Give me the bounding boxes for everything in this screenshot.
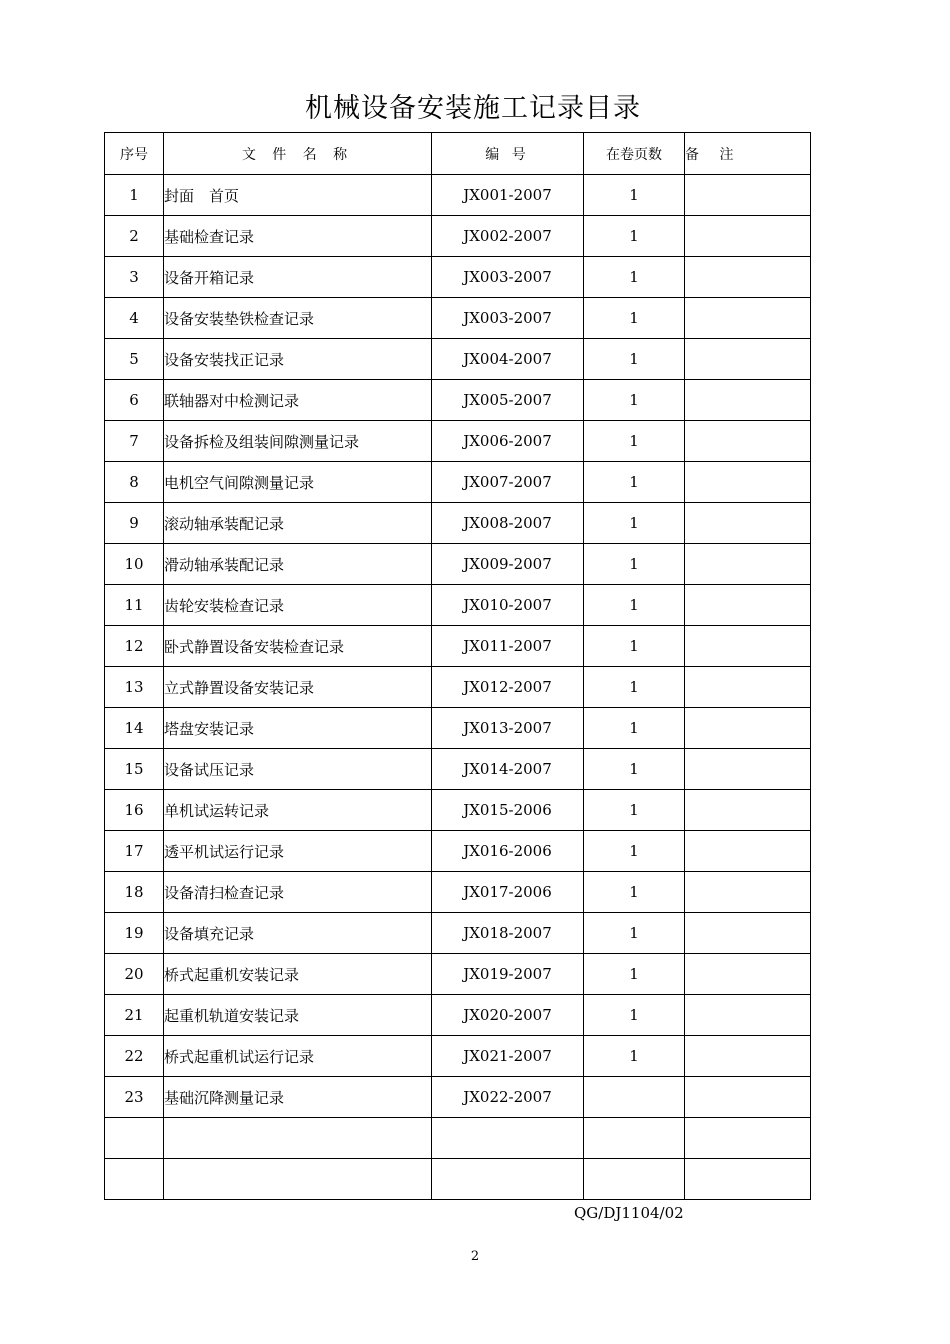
- cell-name: 设备安装垫铁检查记录: [164, 298, 432, 339]
- table-row: [105, 749, 811, 790]
- cell-remark: [685, 462, 811, 503]
- cell-no: 19: [105, 913, 164, 954]
- cell-name: 齿轮安装检查记录: [164, 585, 432, 626]
- cell-remark: [685, 749, 811, 790]
- cell-pages: 1: [584, 298, 685, 339]
- table-row: [105, 790, 811, 831]
- cell-name: 起重机轨道安装记录: [164, 995, 432, 1036]
- cell-code: JX001-2007: [432, 175, 584, 216]
- table-row: [105, 462, 811, 503]
- table-row: [105, 421, 811, 462]
- cell-name: 设备试压记录: [164, 749, 432, 790]
- cell-remark: [685, 585, 811, 626]
- cell-name: [164, 1159, 432, 1200]
- cell-pages: [584, 1159, 685, 1200]
- cell-name: 透平机试运行记录: [164, 831, 432, 872]
- table-row: [105, 626, 811, 667]
- table-row: [105, 1077, 811, 1118]
- cell-code: JX011-2007: [432, 626, 584, 667]
- cell-no: 18: [105, 872, 164, 913]
- cell-remark: [685, 913, 811, 954]
- page-title: 机械设备安装施工记录目录: [305, 93, 641, 124]
- table-row: [105, 257, 811, 298]
- cell-code: JX016-2006: [432, 831, 584, 872]
- cell-name: 设备安装找正记录: [164, 339, 432, 380]
- cell-pages: 1: [584, 175, 685, 216]
- table-row: [105, 708, 811, 749]
- cell-no: 13: [105, 667, 164, 708]
- cell-no: 3: [105, 257, 164, 298]
- cell-no: 12: [105, 626, 164, 667]
- cell-pages: 1: [584, 913, 685, 954]
- cell-no: 6: [105, 380, 164, 421]
- cell-name: 设备清扫检查记录: [164, 872, 432, 913]
- cell-code: JX013-2007: [432, 708, 584, 749]
- cell-remark: [685, 995, 811, 1036]
- cell-name: 卧式静置设备安装检查记录: [164, 626, 432, 667]
- header-code: 编 号: [432, 133, 584, 175]
- cell-pages: 1: [584, 503, 685, 544]
- cell-pages: 1: [584, 462, 685, 503]
- cell-no: 2: [105, 216, 164, 257]
- cell-code: JX018-2007: [432, 913, 584, 954]
- cell-code: JX022-2007: [432, 1077, 584, 1118]
- cell-code: JX021-2007: [432, 1036, 584, 1077]
- cell-remark: [685, 421, 811, 462]
- table-row: [105, 954, 811, 995]
- cell-remark: [685, 667, 811, 708]
- cell-no: 1: [105, 175, 164, 216]
- table-row: [105, 995, 811, 1036]
- header-no: 序号: [105, 133, 164, 175]
- header-remark: 备 注: [685, 133, 811, 175]
- cell-code: JX020-2007: [432, 995, 584, 1036]
- table-row: [105, 544, 811, 585]
- cell-name: [164, 1118, 432, 1159]
- table-row: [105, 1118, 811, 1159]
- cell-code: JX002-2007: [432, 216, 584, 257]
- page-number: 2: [470, 1249, 480, 1264]
- cell-no: 11: [105, 585, 164, 626]
- cell-pages: 1: [584, 585, 685, 626]
- cell-name: 单机试运转记录: [164, 790, 432, 831]
- cell-code: JX007-2007: [432, 462, 584, 503]
- table-row: [105, 380, 811, 421]
- cell-remark: [685, 503, 811, 544]
- cell-code: JX019-2007: [432, 954, 584, 995]
- cell-remark: [685, 872, 811, 913]
- cell-pages: [584, 1077, 685, 1118]
- cell-code: [432, 1118, 584, 1159]
- cell-no: 16: [105, 790, 164, 831]
- cell-remark: [685, 708, 811, 749]
- cell-pages: [584, 1118, 685, 1159]
- cell-pages: 1: [584, 216, 685, 257]
- cell-pages: 1: [584, 872, 685, 913]
- cell-name: 桥式起重机安装记录: [164, 954, 432, 995]
- cell-name: 封面 首页: [164, 175, 432, 216]
- cell-name: 设备开箱记录: [164, 257, 432, 298]
- cell-no: 15: [105, 749, 164, 790]
- cell-pages: 1: [584, 831, 685, 872]
- cell-no: 8: [105, 462, 164, 503]
- cell-pages: 1: [584, 749, 685, 790]
- cell-name: 联轴器对中检测记录: [164, 380, 432, 421]
- cell-no: 5: [105, 339, 164, 380]
- table-header-row: [105, 133, 811, 175]
- cell-pages: 1: [584, 708, 685, 749]
- cell-remark: [685, 1077, 811, 1118]
- cell-no: 22: [105, 1036, 164, 1077]
- table-row: [105, 1036, 811, 1077]
- table-row: [105, 831, 811, 872]
- cell-name: 设备填充记录: [164, 913, 432, 954]
- cell-code: JX017-2006: [432, 872, 584, 913]
- cell-no: 10: [105, 544, 164, 585]
- cell-code: JX009-2007: [432, 544, 584, 585]
- cell-pages: 1: [584, 1036, 685, 1077]
- cell-pages: 1: [584, 421, 685, 462]
- table-row: [105, 585, 811, 626]
- cell-remark: [685, 257, 811, 298]
- cell-no: 21: [105, 995, 164, 1036]
- cell-remark: [685, 298, 811, 339]
- cell-pages: 1: [584, 626, 685, 667]
- cell-remark: [685, 175, 811, 216]
- cell-remark: [685, 790, 811, 831]
- cell-remark: [685, 339, 811, 380]
- cell-remark: [685, 216, 811, 257]
- cell-pages: 1: [584, 790, 685, 831]
- cell-remark: [685, 831, 811, 872]
- cell-no: 23: [105, 1077, 164, 1118]
- cell-remark: [685, 954, 811, 995]
- cell-pages: 1: [584, 257, 685, 298]
- cell-no: 7: [105, 421, 164, 462]
- cell-pages: 1: [584, 667, 685, 708]
- cell-remark: [685, 1159, 811, 1200]
- cell-no: 17: [105, 831, 164, 872]
- cell-pages: 1: [584, 339, 685, 380]
- table-row: [105, 913, 811, 954]
- cell-code: [432, 1159, 584, 1200]
- cell-code: JX014-2007: [432, 749, 584, 790]
- header-name: 文 件 名 称: [164, 133, 432, 175]
- form-code: QG/DJ1104/02: [574, 1204, 684, 1222]
- cell-pages: 1: [584, 995, 685, 1036]
- table-row: [105, 175, 811, 216]
- cell-code: JX010-2007: [432, 585, 584, 626]
- cell-name: 滑动轴承装配记录: [164, 544, 432, 585]
- cell-no: [105, 1118, 164, 1159]
- catalog-table: [104, 132, 811, 1200]
- cell-name: 基础检查记录: [164, 216, 432, 257]
- table-row: [105, 667, 811, 708]
- cell-code: JX012-2007: [432, 667, 584, 708]
- cell-name: 电机空气间隙测量记录: [164, 462, 432, 503]
- cell-remark: [685, 544, 811, 585]
- cell-code: JX006-2007: [432, 421, 584, 462]
- cell-code: JX005-2007: [432, 380, 584, 421]
- cell-name: 设备拆检及组装间隙测量记录: [164, 421, 432, 462]
- cell-code: JX003-2007: [432, 257, 584, 298]
- table-row: [105, 298, 811, 339]
- cell-no: 9: [105, 503, 164, 544]
- cell-remark: [685, 380, 811, 421]
- cell-name: 基础沉降测量记录: [164, 1077, 432, 1118]
- table-row: [105, 503, 811, 544]
- cell-no: 20: [105, 954, 164, 995]
- cell-code: JX004-2007: [432, 339, 584, 380]
- table-row: [105, 216, 811, 257]
- cell-remark: [685, 1036, 811, 1077]
- cell-name: 立式静置设备安装记录: [164, 667, 432, 708]
- cell-name: 塔盘安装记录: [164, 708, 432, 749]
- cell-code: JX015-2006: [432, 790, 584, 831]
- cell-no: [105, 1159, 164, 1200]
- cell-pages: 1: [584, 954, 685, 995]
- header-pages: 在卷页数: [584, 133, 685, 175]
- cell-remark: [685, 1118, 811, 1159]
- cell-name: 桥式起重机试运行记录: [164, 1036, 432, 1077]
- cell-code: JX003-2007: [432, 298, 584, 339]
- cell-no: 4: [105, 298, 164, 339]
- table-row: [105, 1159, 811, 1200]
- cell-code: JX008-2007: [432, 503, 584, 544]
- cell-name: 滚动轴承装配记录: [164, 503, 432, 544]
- cell-pages: 1: [584, 544, 685, 585]
- table-row: [105, 339, 811, 380]
- cell-pages: 1: [584, 380, 685, 421]
- table-row: [105, 872, 811, 913]
- cell-no: 14: [105, 708, 164, 749]
- cell-remark: [685, 626, 811, 667]
